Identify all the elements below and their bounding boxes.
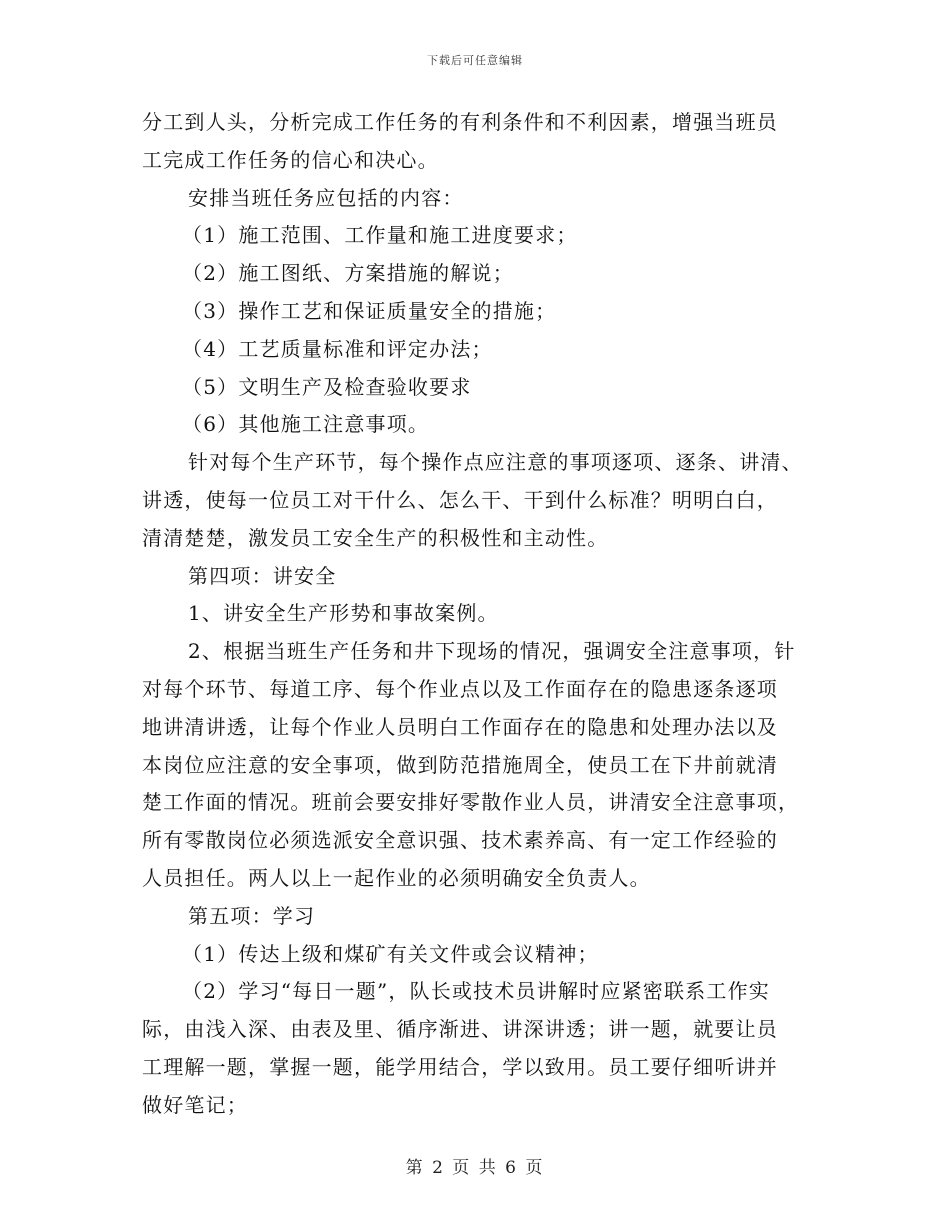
text-line: 本岗位应注意的安全事项，做到防范措施周全，使员工在下井前就清 <box>142 752 778 777</box>
text-line: 讲透，使每一位员工对干什么、怎么干、干到什么标准？明明白白， <box>142 487 778 512</box>
list-item: （3）操作工艺和保证质量安全的措施； <box>182 298 557 323</box>
text-line: 做好笔记； <box>142 1092 248 1117</box>
list-item: （2）学习“每日一题”，队长或技术员讲解时应紧密联系工作实 <box>182 979 770 1004</box>
list-item: （1）施工范围、工作量和施工进度要求； <box>182 223 578 248</box>
text-line: 工理解一题，掌握一题，能学用结合，学以致用。员工要仔细听讲并 <box>142 1054 778 1079</box>
list-item: （1）传达上级和煤矿有关文件或会议精神； <box>182 941 599 966</box>
text-line: 1、讲安全生产形势和事故案例。 <box>188 601 499 626</box>
text-line: 安排当班任务应包括的内容： <box>188 185 464 210</box>
text-line: 际，由浅入深、由表及里、循序渐进、讲深讲透；讲一题，就要让员 <box>142 1017 778 1042</box>
text-line: 所有零散岗位必须选派安全意识强、技术素养高、有一定工作经验的 <box>142 828 778 853</box>
text-line: 对每个环节、每道工序、每个作业点以及工作面存在的隐患逐条逐项 <box>142 676 778 701</box>
section-heading: 第四项：讲安全 <box>188 563 337 588</box>
text-line: 清清楚楚，激发员工安全生产的积极性和主动性。 <box>142 525 609 550</box>
text-line: 人员担任。两人以上一起作业的必须明确安全负责人。 <box>142 865 651 890</box>
list-item: （4）工艺质量标准和评定办法； <box>182 336 493 361</box>
text-line: 楚工作面的情况。班前会要安排好零散作业人员，讲清安全注意事项， <box>142 790 800 815</box>
document-body <box>142 104 812 1125</box>
page-number: 第 2 页 共 6 页 <box>405 1158 545 1178</box>
list-item: （2）施工图纸、方案措施的解说； <box>182 261 514 286</box>
text-line: 针对每个生产环节，每个操作点应注意的事项逐项、逐条、讲清、 <box>188 450 803 475</box>
text-line: 工完成工作任务的信心和决心。 <box>142 147 439 172</box>
section-heading: 第五项：学习 <box>188 903 316 928</box>
page-header-note: 下载后可任意编辑 <box>427 54 523 67</box>
list-item: （5）文明生产及检查验收要求 <box>182 374 472 399</box>
text-line: 2、根据当班生产任务和井下现场的情况，强调安全注意事项，针 <box>188 639 796 664</box>
text-line: 分工到人头，分析完成工作任务的有利条件和不利因素，增强当班员 <box>142 110 778 134</box>
text-line: 地讲清讲透，让每个作业人员明白工作面存在的隐患和处理办法以及 <box>142 714 778 739</box>
list-item: （6）其他施工注意事项。 <box>182 412 430 437</box>
